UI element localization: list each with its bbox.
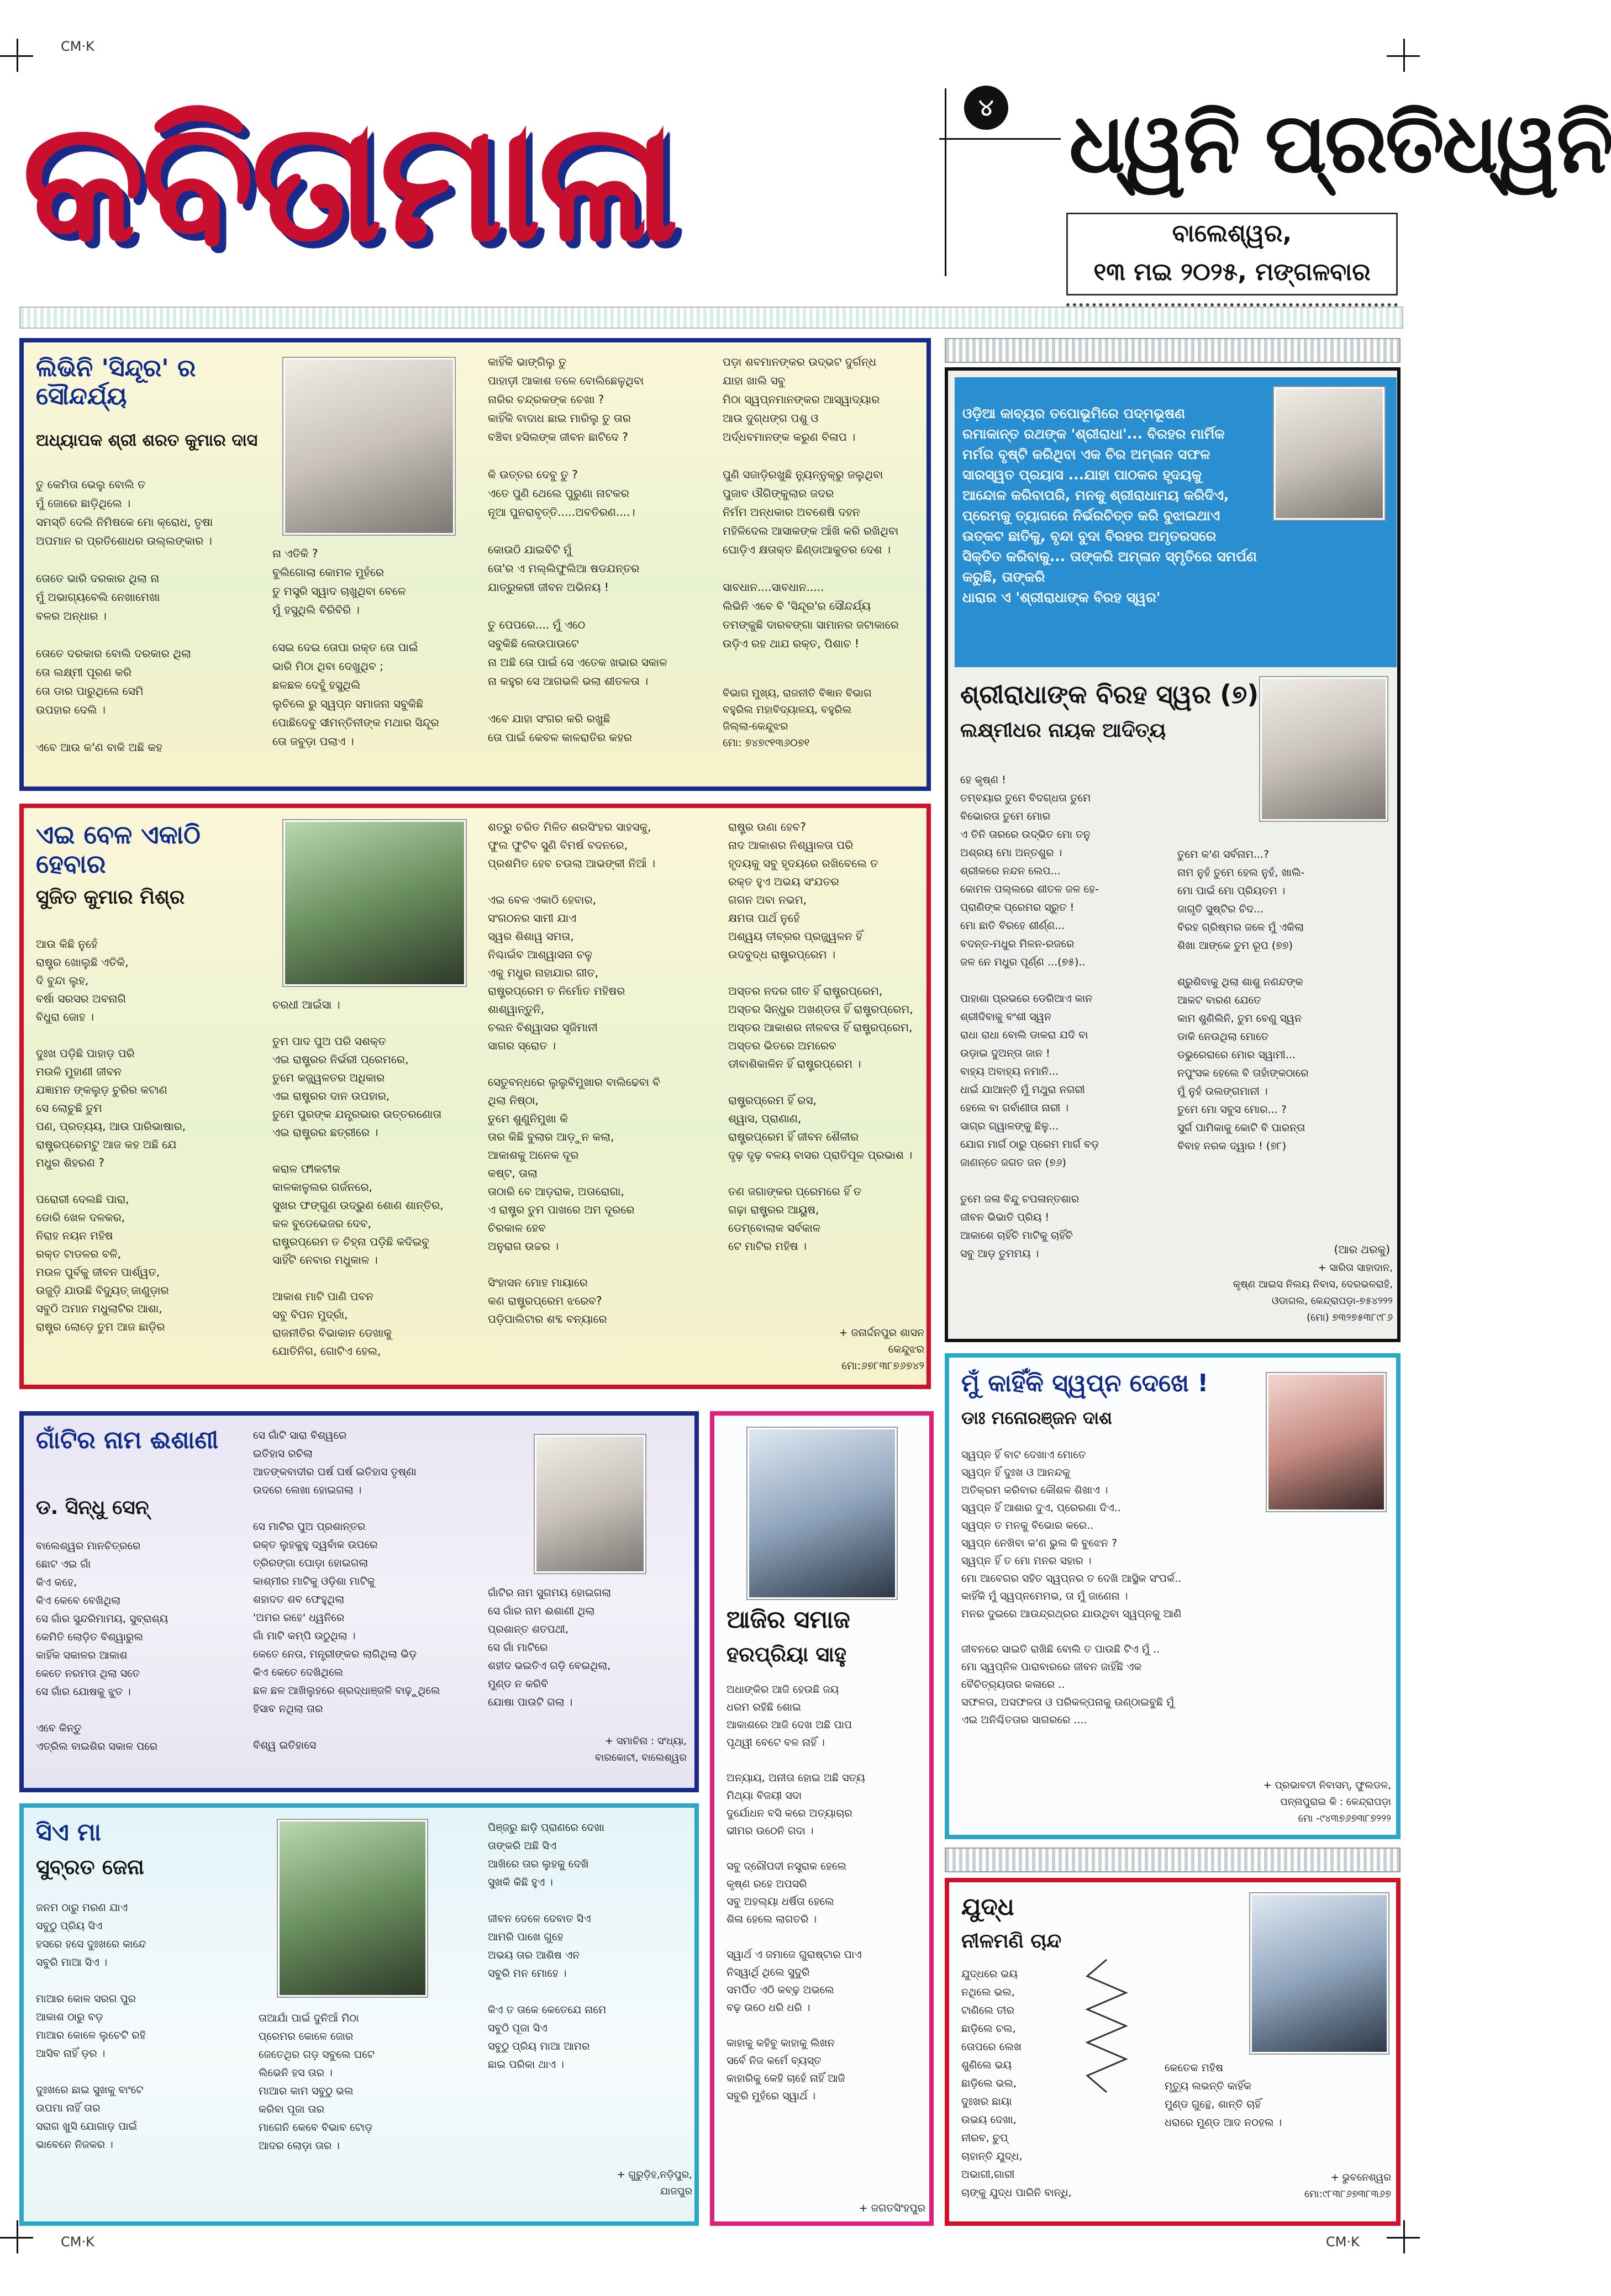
poem-panel-sindura [19, 338, 931, 791]
poem-panel-yuddha [945, 1878, 1401, 2226]
poem-column: ତୁମେ କ'ଣ ସର୍ବନାମ...? ନାମ ନୁହଁ ତୁମେ ହେଲ ନୁହଁ, ଖାଲି- ମୋ ପାଇଁ ମୋ ପ୍ରିୟତମ । ଜାଗୃତି ସୁଷ୍ଟିର ଚିଦ... ବିରହ ଗ୍ରିଷ୍ମର ଜଳେ ମୁଁ ଏକିଲା ଶିଖା ଆଙ୍କେ ତୁମ ରୂପ (୭୭) ଶ୍ରୁଶିବାକୁ ଥିଲା ଶାଶୁ ନଣନ୍ଦଙ୍କ ଆକଟ ବାରଣ ଯେତେ କାମ ଶୁଣିଲିନି, ତୁମ ବେଣୁ ସ୍ୱନ ଡାକି ନେଉଥିଲା ମୋତେ ଡଭୁରେରାରେ ମୋର ସ୍ୱାମୀ... ନପୁଂସକ ହେଲେ ବି ତାହାଁଙ୍କଠାରେ ମୁଁ ନୁହଁ ଉଲଙ୍ଗମାନୀ । ତୁମେ ମୋ ସବୁସ ମୋର... ? ସୁର୍ଗ ପାମିକାକୁ କୋଟି ବି ପାରନ୍ତା ବିବାହ ନରକ ଦ୍ୱାର ! (୭୮) [1177, 848, 1309, 1152]
author-photo [1250, 1893, 1388, 2054]
poem-column: ପିଞ୍ଜରୁ ଛାଡ଼ି ପ୍ରାଣରେ ଦେଖା ତାଙ୍କରି ଅଛି ସିଏ ଆଖିରେ ତାର ଲୁହକୁ ଦେଖି ସୁଖକି କିଛି ହୁଏ । ଜୀବନ ଦେଳେ ଦେବାତ ସିଏ ଆମରି ପାଖେ ଗୁହେ ଅଭୟ ତାର ଆଶିଷ ଏନ ସବୁରି ମନ ମୋହେ । କିଏ ତ ତାକେ କେତେଯେ ନାମେ ସବୁଠି ପୂଜା ସିଏ ସବୁଠୁ ପ୍ରିୟ ମାଆ ଆମର ଛାଇ ପରିକା ଥାଏ । [488, 1822, 607, 2071]
author-photo [1274, 387, 1384, 520]
poem-column: ହେ କୃଷ୍ଣ ! ତମ୍ବୟାର ତୁମେ ବିଦଗ୍ଧତା ତୁମେ ବିଭୋରତା ତୁମେ ମୋର ଏ ତିନି ତାରରେ ଉଦ୍ଭିତ ମୋ ତନୁ ଅଶ୍ରୟ ମୋ ଅନ୍ତଶୁର । ଶ୍ରୀକରେ ନନ୍ଦନ ଲେପ... କୋମଳ ପଲ୍ଲରେ ଶୀତଳ ଜଳ ହେ- ପ୍ରାଣିଙ୍କ ପ୍ରେମର ସ୍ରୁତ ! ମୋ ଛାତି ବିରହେ ଶୀର୍ଣ୍ଣ... ବଦନ୍ତ-ମଧୁର ମିଳନ-ରଜରେ ଜଳ ନେ ମଧୁର ପୂର୍ଣ୍ଣ ...(୭୫).. ପାହାଶା ପ୍ରଭରେ ଡେରିଆଏ କାନ ଶ୍ରୀଦିବାକୁ ବଂଶୀ ସ୍ୱନ ରାଧା ରାଧା ବୋଲି ଡାକରା ଯଦି ବା ଉଡ଼ାଇ ଦୁଅନ୍ତା ଜାନ ! ବାହ୍ୟ ଅବାହ୍ୟ ନମାନି... ଧାଇଁ ଯାଆନ୍ତି ମୁଁ ମଥୁରା ନଗରୀ ହେଲେ ବା ଗର୍ବାଣୀତା ନାରୀ । ସାଗ୍ର ଗ୍ୱାଳଙ୍କୁ ଛିଳୁ... ଯୋଗ ମାର୍ଗ ଠାରୁ ପ୍ରେମ ମାର୍ଗ ବଡ଼ ଜାଣନ୍ତେ ଜଗତ ଜନ (୭୬) ତୁମେ ଜଳା ବିନ୍ଦୁ ଚପଳାନ୍ତଶାର ଜୀବନ ଭିଭାତି ପ୍ରିୟ ! ଆକାଶେ ଚାହିଁଚି ମାଟିକୁ ଚାହିଁଚି ସବୁ ଆଡ଼ ତୁମମୟ । [960, 774, 1099, 1260]
dotted-rule [1066, 301, 1398, 307]
author-photo [1260, 677, 1387, 821]
poet-signature: + ଗୁରୁଡ଼ିହ,ନଡ଼ିପୁର, ଯାଜପୁର [617, 2169, 692, 2197]
poem-author: ଡ. ସିନ୍ଧୁ ସେନ୍ [36, 1496, 149, 1519]
poem-column: କେତେକ ମହିଷ ମୃତ୍ୟୁ ଲଭନ୍ତି କାହିଁକ ମୁଣ୍ଡ ଗୁନ୍ଥେ, ଶାନ୍ତି ଚାହିଁ ଧରାରେ ମୁଣ୍ଡ ଆଦ ନଠହଲ । [1165, 2062, 1282, 2129]
author-photo [535, 1435, 645, 1573]
poet-signature: ବିଭାଗ ମୁଖ୍ୟ, ରାଜନୀତି ବିଜ୍ଞାନ ବିଭାଗ ବହୁରିଲ ମହାବିଦ୍ୟାଳୟ, ବହୁରିଲ ଜିଲ୍ଲା-କେନ୍ଦୁଝର ମୋ: ୭୪୭୯୧୩୬୦୭୧ [723, 687, 872, 749]
poem-title: ଲିଭିନି 'ସିନ୍ଦୂର' ର ସୌନ୍ଦର୍ଯ୍ୟ [36, 354, 196, 410]
poet-signature: + ସାରିତା ସାହାଦାନ, କୃଷ୍ଣ ଆଇସ ନିଲୟ ନିବାସ, ଦେରଭଳରାହି, ଓଡାଗଲ, କେନ୍ଦ୍ରାପଡ଼ା-୭୫୪୨୨୨ (ମୋ) ୭୩୨୭୫୩୮୯୮୬ [1233, 1262, 1393, 1323]
column-divider-stripe [945, 338, 1401, 363]
masthead-rule [939, 138, 1061, 140]
author-photo [747, 1428, 897, 1599]
dateline-box [1066, 213, 1398, 295]
registration-mark-top: CM·K [61, 39, 94, 54]
poem-panel-svapna [945, 1353, 1401, 1839]
poem-panel-ekathi [19, 804, 931, 1389]
poem-title: ଗାଁଟିର ନାମ ଈଶାଣୀ [36, 1426, 219, 1454]
poem-column: ସ୍ୱପ୍ନ ହିଁ ବାଟ ଦେଖାଏ ମୋତେ ସ୍ୱପ୍ନ ହିଁ ଦୁଃଖ ଓ ଆନନ୍ଦକୁ ଅତିକ୍ରମ କରିବାର କୌଶଳ ଶିଖାଏ । ସ୍ୱପ୍ନ ହିଁ ଆଶାର ଦୁଏ, ପ୍ରେରଣା ଦିଏ.. ସ୍ୱପ୍ନ ତ ମନକୁ ବିଭୋର କରେ.. ସ୍ୱପ୍ନ ନେଖିବା କ'ଣ ଭୁଲ କି ବୁଝେନ ? ସ୍ୱପ୍ନ ହିଁ ତ ମୋ ମନର ସହାର । ମୋ ଆବେଗର ସହିତ ସ୍ୱପ୍ନର ତ ଦେଖି ଆସ୍ଥିକ ସଂପର୍କ.. କାହିଁକି ମୁଁ ସ୍ୱପ୍ନମେମଭ, ତା ମୁଁ ଜାଣେନା । ମନର ଦୁଇରେ ଆଉନ୍ଦ୍ରଥ୍ରର ଯାଉଥିବା ସ୍ୱପ୍ନକୁ ଆଣି ଜୀବନରେ ସାଇତି ରାଖିଛି ବୋଲି ତ ପାଉଛି ଟିଏ ମୁଁ .. ମୋ ସ୍ୱପ୍ନିଳ ପାରାବାରରେ ଜୀବନ ଜାହିଁଛି ଏକ ବୈଚିତ୍ର୍ୟତାର କଳାରେ .. ସଫଳତା, ଅସଫଳତା ଓ ପରିକଳ୍ପନାକୁ ଉଣ୍ଠାଇବୁଛି ମୁଁ ଏଇ ଅନିଶ୍ଚିତତାର ସାଗରରେ .... [961, 1449, 1182, 1726]
author-photo [283, 820, 466, 986]
crop-mark [17, 39, 18, 72]
poem-column: ସେ ଗାଁଟି ସାରା ବିଶ୍ୱରେ ଇତିହାସ ରଚିଲା ଆତଙ୍କବାଦୀର ଘର୍ଷ ଘର୍ଷ ଇତିହାସ ତୃଷ୍ଣା ଉଦରେ ଲେଖା ହୋଇଗଲା । ସେ ମାଟିର ପୁଅ ପ୍ରଶାନ୍ତର ରକ୍ତ ଲୁହକୁହୁ ଦ୍ୱବାଁକ ଉପରେ ତ୍ରିରଙ୍ଗା ଘୋଡ଼ା ହୋଇଗଲା କାଶ୍ମୀର ମାଟିକୁ ଓଡ଼ିଶା ମାଟିକୁ ଶହାଦତ ଶବ ଫେହୁଥିଲା 'ଅମର ରହେ' ଧ୍ୱନିରେ ଗାଁ ମାଟି କମ୍ପି ଉଠୁଥିଲା । କେତେ ନେତା, ମନ୍ତ୍ରୀଙ୍କର ଲାଗିଥିଲା ଭିଡ଼ କିଏ କେତେ ଦେଖିଥିଲେ ଛଳ ଛଳ ଆଖିଲୁହରେ ଶ୍ରଦ୍ଧାଞ୍ଜଳି ବାଢ଼ୁଥିଲେ ହିସାବ ନଥିଲା ତାର ବିଶ୍ୱ ଇତିହାସେ [253, 1429, 440, 1751]
poet-signature: + ସମାଚିନା : ସଂଧ୍ୟା, ବାରକୋଟୀ, ବାଲେଶ୍ୱର [595, 1735, 687, 1764]
poem-title: ଏଇ ବେଳ ଏକାଠି ହେବାର [36, 820, 201, 879]
page-number-badge: ୪ [964, 86, 1008, 130]
poem-author: ଅଧ୍ୟାପକ ଶ୍ରୀ ଶରତ କୁମାର ଦାସ [36, 431, 258, 450]
poem-column: ରାଷ୍ଟ୍ର ଉଣା ହେବ? ନାଦ ଆକାଶର ନିଶ୍ୱାଳତା ପରି ହୃଦୟକୁ ସବୁ ହୃଦୟରେ ରଖିବେଲେ ତ ରକ୍ତ ହୁଏ ଅଭୟ ସଂଯତର ଗଗନ ଅବା ନଭମ, କ୍ଷମତା ପାର୍ଥ ନୁହେଁ ଅଶ୍ୱୟ ତୀବ୍ରର ପ୍ରଜ୍ଜ୍ୱଳନ ହିଁ ଉଦବୁଦ୍ଧ ରାଷ୍ଟ୍ରପ୍ରେମ । ଅସ୍ତର ନଦର ଗୀତ ହିଁ ରାଷ୍ଟ୍ରପ୍ରେମ, ଅସ୍ତର ସିନ୍ଧୁର ଅଖଣ୍ଡତା ହିଁ ରାଷ୍ଟ୍ରପ୍ରେମ, ଅସ୍ତର ଆକାଶର ନୀଳବତା ହିଁ ରାଷ୍ଟ୍ରପ୍ରେମ, ଅସ୍ତର ଭିତରେ ଅମରେବ ଡୀବାଶିକାଳିନ ହିଁ ରାଷ୍ଟ୍ରପ୍ରେମ । ରାଷ୍ଟ୍ରପ୍ରେମ ହିଁ ରସ, ଶ୍ୱାସ, ପ୍ରାଣାଣ, ରାଷ୍ଟ୍ରପ୍ରେମ ହିଁ ଜୀବନ ଶୈଳୀର ଦୃଢ଼ ଦୃଢ଼ ବଳୟ ବାସର ପ୍ରାତିପୂଳ ପ୍ରଭାଶ । ତଣ ଜଗାଙ୍କର ପ୍ରେମରେ ହିଁ ତ ଗଢ଼ା ରାଷ୍ଟ୍ରର ଆୟୁଷ, ଡେମ୍ବୋଲାକ ସର୍ବକାଳ ଟେ ମାଟିର ମହିଷ । [728, 820, 913, 1253]
poem-panel-samaja [710, 1411, 934, 2226]
poem-author: ସୁଜିତ କୁମାର ମିଶ୍ର [36, 886, 185, 909]
poem-column: କାହିଁକି ଭାଙ୍ଗିଲୁ ତୁ ପାହାଡ଼ୀ ଆକାଶ ତଳେ ବୋଲିଛେଳୁଥିବା ନାରିର ଚନ୍ଦ୍ରକଙ୍କ ଚେଖା ? କାହିଁକି ବାଦାଧ ଛାଇ ମାରିଲୁ ତୁ ତାର ବଞ୍ଚିବା ହସିଲଙ୍କ ଜୀବନ ଛାଟିଦେ ? କି ଉତ୍ତର ଦେବୁ ତୁ ? ଏତେ ପୁଣି ଥେଲେ ପୁରୁଣା ନାଟକର ନୂଆ ପୁନରାବୃତ୍ତି.....ଅବତିରଣ....। କୋଉଠି ଯାଇବିଟି ମୁଁ ତୋ'ର ଏ ମଲ୍ଲିଫୁଲିଆ ଷଡଯନ୍ତର ଯାତ୍ରୁକରୀ ଜୀବନ ଅଭିନୟ ! ତୁ ପେପରେ.... ମୁଁ ଏଠେ ସବୁକିଛି ଲେଉପାଉଟେ ନା ଅଛି ତୋ ପାଇଁ ସେ ଏତେକ ଖଭାର ସକାଳ ନା କହୁର ସେ ଆଗଭଳି ଭଲା ଶୀତଳତା । ଏବେ ଯାହା ସଂଗର କରି ରଖୁଛି ତୋ ପାଇଁ କେବଳ କାଳରାତିର କହର [488, 355, 667, 744]
column-divider-stripe [945, 1848, 1401, 1872]
poem-column: ତୁ କେମିତା ଭେଲୁ ବୋଲି ତ ମୁଁ ଜୋରେ ଛାଡ଼ିଥିଲେ । ସମସ୍ତି ଦେଲି ନିମିଷକେ ମୋ କ୍ରୋଧ, ତୃଷା ଅପମାନ ର ପ୍ରତିଶୋଧର ଉଲ୍ଲଙ୍କାର । ତୋତେ ଭାରି ଦରକାର ଥିଲା ନା ମୁଁ ଅଭାଗ୍ୟବେଲି ନେଖାମେଖା ବଳର ଅନ୍ଧାର । ତୋତେ ଦରକାର ବୋଲି ଦରକାର ଥିଲା ତୋ ଲକ୍ଷ୍ମୀ ପୂରଣ କରି ତୋ ଡାର ପାରୁଥିଲେ ସେମି ଉପହାର ଦେଲି । ଏବେ ଆଉ କ'ଣ ବାକି ଅଛି କହ [36, 478, 213, 754]
poem-title: ସିଏ ମା [36, 1818, 101, 1846]
author-photo [283, 358, 455, 535]
poem-title: ଯୁଦ୍ଧ [961, 1893, 1014, 1921]
poem-column: ଯୁଦ୍ଧରେ ଭୟ ନଥିଲେ ଭଲ, ଟାଣିଲେ ତୀର ଛାଡ଼ିଲେ ଚଲ, ତୋପରେ ଲେଖ ଶୁଣିଲେ ଭୟ ଛାଡ଼ିଲେ ଭଲ, ଦୁଃଖର ଛାୟା ଉଭୟ ଦେଖା, ନୀରବ, ଚୁପ୍ ଚାହାନ୍ତି ଯୁଦ୍ଧ, ଅଭାଗୀ,ଗାରୀ ଚାଙ୍କୁ ଯୁଦ୍ଧ ପାରିନି ବାନ୍ଧି, [961, 1968, 1072, 2199]
poem-column: ନା ଏତିକି ? ବୁଲିଗୋଲା କୋମଳ ମୁହଁରେ ତୁ ମସ୍ତ୍ରି ସ୍ୱାଦ ଚାଖୁଥିବା ବେଳେ ମୁଁ ହସୁଥିଲି ବିରିବିରି । ସେଇ ଦେଇ ତୋପା ରକ୍ତ ତୋ ପାଇଁ ଭାରି ମିଠା ଥିବା ଦେଖୁଥିବ ; ଛଳଛଳ ଦେହୁଁ ହସୁଥିଲି ଲୁଚିଲେ ରୁ ସ୍ୱପ୍ନ ସମାଜନା ସବୁକିଛି ପୋଛିଦେବୁ ସୀମନ୍ତିନୀଙ୍କ ମଥାର ସିନ୍ଦୂର ତୋ ଜବୁଡ଼ା ପଲାଏ । [272, 547, 439, 748]
poem-author: ଡାଃ ମନୋରଞ୍ଜନ ଦାଶ [961, 1407, 1112, 1428]
poem-title: ମୁଁ କାହିଁକି ସ୍ୱପ୍ନ ଦେଖେ ! [961, 1369, 1209, 1397]
poem-column: ଅଧାଙ୍କିର ଆଜି ହେଉଛି ଜୟ ଧରମ ରହିଛି ଶୋଇ ଆକାଶରେ ଆଜି ଦେଖ ଅଛି ପାପ ପୃଥ୍ୱୀ ବେଟେ ବଳ ନାହିଁ । ଅନ୍ୟାୟ, ଅନୀତା ହୋଇ ଅଛି ସତ୍ୟ ମିଥ୍ୟା ବିଜୟୀ ସଦା ଦୁର୍ଯୋଧନ ବସି କରେ ଅତ୍ୟାଚାର ଭୀମର ଉଠେନି ଗଦା । ସବୁ ଦ୍ରୌପଦୀ ନସ୍ତ୍ରାକ ହେଲେ କୃଷ୍ଣ ରହେ ଅପସରି ସବୁ ଅହଲ୍ୟା ଧର୍ଷିତା ହେଲେ ଶିଳା ହେଲେ ଲାଗତରି । ସ୍ୱାର୍ଥ ଏ ଜମାଜେ ଗୁରାଷ୍ଟାର ପାଏ ନିସ୍ୱାର୍ଥି ଥିଲେ ସୁଦୁରି ସମର୍ପିତ ଏଠି କବ୍ଢ଼ ଅଭଲେ ବଢ଼ ଉଠେ ଧରି ଧରି । କାହାକୁ କହିବୁ କାହାକୁ ଲିଖନ ସର୍ବେ ନିଜ କର୍ମେ ବ୍ୟସ୍ତ କାହାରିକୁ କେହି ଚାହେଁ ନାହିଁ ଆଜି ସବୁରି ମୁହଁରେ ସ୍ୱାର୍ଥ । [726, 1683, 865, 2102]
crop-mark [1403, 39, 1405, 72]
poem-panel-viraha [945, 367, 1401, 1342]
poem-title: ଆଜିର ସମାଜ [726, 1606, 850, 1634]
poet-signature: + ଜନାର୍ଦ୍ଦନପୁର ଶାସନ କେନ୍ଦୁଝର ମୋ:୬୭୮୩୮୭୬୭୪୨ [839, 1327, 924, 1372]
poem-column: ପଡ଼ା ଶବମାନଙ୍କର ଉଦ୍ଭଟ ଦୁର୍ଗନ୍ଧ ଯାହା ଖାଲି ସବୁ ମିଠା ସ୍ୱପ୍ନମାନଙ୍କର ଆସ୍ୱାଦ୍ୟାର ଆଉ ଦୁଗ୍ଧଙ୍ଗ ପଶୁ ଓ ଅର୍ଦ୍ଧବମାନଙ୍କ କରୁଣ ବିଳାପ । ପୁଣି ସଜାଡ଼ିରଖୁଛି ନ୍ୟୁନ୍ନୁକ୍ରୁ ଜଲୁଥିବା ପୁଜାବ ଔଗିଙ୍କୁଲାର ଜଦର ନିର୍ମମ ଅନ୍ଧକାର ଅବଶେଷି ଦହନ ମହିଳିଦେଲ ଆସାକଙ୍କ ଆଁଖି କରି ରଖିଥିବା ଘୋଡ଼ିଏ କ୍ଷତାକ୍ତ ଛିଣ୍ଡାଆକୁତର ଦେଶ । ସାବଧାନ....ସାବଧାନ..... ଲିଭିନି ଏବେ ବି 'ସିନ୍ଦୂର'ର ସୌନ୍ଦର୍ଯ୍ୟ ତମଙ୍କୁଛି ଦାରବଙ୍ଗା ସାମାନର ଜଟାକାରେ ଉଡ଼ିଏ ରହ ଥାଯ ରକ୍ତ, ପିଶାଚ ! [723, 355, 899, 650]
poem-column: ଆଉ କିଛି ନୁହେଁ ରାଷ୍ଟ୍ର ଖୋଲୁଛି ଏତିକି, ଦି ବୁନ୍ଦା ଲୁହ, ବର୍ଷା ସରସର ଅବନାଗି ବିଧୁରା ଜୋହ । ଦୁଃଖ ପଡ଼ିଛି ପାହାଡ଼ ପରି ମଉଳି ମୁହାଣୀ ଜୀବନ ଯଜ୍ଞାମନ ଙ୍କଲୁଡ଼ ଚୁରିର କଟାଣ ସେ ଲୋଚୁଛି ତୁମ ପଣ, ପ୍ରତ୍ୟୟ, ଆଉ ପାରିଭାଷାର, ରାଷ୍ଟ୍ରପ୍ରେମଟୁ ଆଜ କହ ଅଛି ଯେ ମଧୁର ଶିହରଣ ? ପରୋରୀ ଦେଲଛି ପାରା, ଡୋରି ଖେଳ ଦଳକର, ନିରାହ ନୟନ ମହିଷ ରକ୍ତ ଟାଡଳର ବଳି, ମଉଳ ପୁର୍ବକୁ ଜୀବନ ପାର୍ଶ୍ୱତ, ଉଜୁଡ଼ି ଯାଉଛି ବିଦ୍ୟୁତ୍ ଜାଣୁଡ଼ାର ସବୁଠି ଅମାନ ମଧୁଲାଟିର ଆଶା, ରାଷ୍ଟ୍ର ଲୋଡ଼େ ତୁମ ଆଜ ଛାଡ଼ିର [36, 937, 186, 1333]
header-stripe-divider [19, 307, 1403, 329]
poem-column: ତାଆଯାଁ ପାଇଁ ଦୁନିଆଁ ମିଠା ପ୍ରେମର କୋଳେ ଜୋର ଜେତେଥିର ଗଡ଼ ସବୁଲେ ଘଟେ ଲିଭେନି ହସ ତାର । ମାଆର କାମ ସବୁଠୁ ଭଲ କରିବା ପୂଜା ତାର ମାଗେନି କେବେ ବିଭାବ ଟୋଡ଼ ଆଦର ଲୋଡ଼ା ତାର । [259, 2012, 375, 2152]
poem-author: ନୀଳମଣି ଚାନ୍ଦ [961, 1930, 1062, 1952]
poet-signature: + ଜଗତସିଂହପୁର [859, 2202, 925, 2214]
author-photo [278, 1820, 427, 1997]
poem-column: ଜନମ ଠାରୁ ମରଣ ଯାଏ ସବୁଠୁ ପ୍ରିୟ ସିଏ ହସରେ ହସେ ଦୁଃଖରେ କାନ୍ଦେ ସବୁରି ମାଆ ସିଏ । ମାଆର କୋଳ ସରଗ ପୁର ଆକାଶ ଠାରୁ ବଡ଼ ମାଆର କୋଳେ ଲୁଚେଟି ରହି ଆସିବ ନାହିଁ ଡ଼ର । ଦୁଃଖରେ ଛାଇ ସୁଖକୁ ବାଂଟେ ଉପମା ନାହିଁ ତାର ସରାଗ ଖୁସି ଯୋଗାଡ଼ ପାଇଁ ଭାବେନେ ନିଜକର । [36, 1902, 146, 2151]
poem-column: ବାଲେଶ୍ୱର ମାନଚିତ୍ରରେ ଛୋଟ ଏଇ ଗାଁ କିଏ କହେ, କିଏ କେବେ ବେଖିଥିଲା ସେ ଗାଁର ସୁନ୍ଦରିମାମୟ, ସୁବ୍ରାଶ୍ୟ କେମିତି ଲୋଡ଼ିତ ବିଶ୍ୱାରୁଲ କାହିଁକ ସକାଳର ଆକାଶ କେତେ ନରମତା ଥିଲା ସତେ ସେ ଗାଁର ଯୋଷକୁ ଝୁତ । ଏବେ କିନ୍ତୁ ଏତ୍ରିଲ ବାଇଶିର ସକାଳ ପରେ [36, 1540, 169, 1753]
newspaper-logo: ଧ୍ୱନି ପ୍ରତିଧ୍ୱନି [1069, 96, 1611, 192]
dateline-date: ୧୩ ମଇ ୨୦୨୫, ମଙ୍ଗଳବାର [1093, 258, 1371, 286]
intro-text: ଓଡ଼ିଆ କାବ୍ୟର ତପୋଭୂମିରେ ପଦ୍ମଭୂଷଣ ରମାକାନ୍ତ ରଥଙ୍କ 'ଶ୍ରୀରାଧା'... ବିରହର ମାର୍ମିକ ମର୍ମର ବୃଷ୍ଟି କରିଥିବା ଏକ ଚିର ଅମ୍ଳାନ ସଫଳ ସାରସ୍ୱତ ପ୍ରୟାସ ...ଯାହା ପାଠକର ହୃଦୟକୁ ଆନ୍ଦୋଳ କରିବାପରି, ମନକୁ ଶ୍ରୀରାଧାମୟ କରିଦିଏ, ପ୍ରେମକୁ ତ୍ୟାଗରେ ନିର୍ଭରଚିତ୍ତ କରି ବୁଝାଇଥାଏ ଉତ୍କଟ ଛାତିକୁ, ବୃନ୍ଦା ବୁଦା ବିରହର ଅମୃତରସରେ ସିକ୍ତିତ କରିବାକୁ... ତାଙ୍କରି ଅମ୍ଳାନ ସ୍ମୃତିରେ ସମର୍ପଣ କରୁଛି, ତାଙ୍କରି ଧାରାର ଏ 'ଶ୍ରୀରାଧାଙ୍କ ବିରହ ସ୍ୱର' [962, 405, 1257, 605]
continued-note: (ଆର ଥରକୁ) [1334, 1243, 1390, 1256]
poet-signature: + ପ୍ରଭାବତୀ ନିବାସମ୍, ଫୁଲଡଳ, ପନ୍ନାପୁରାଇ କି : କେନ୍ଦ୍ରାପଡ଼ା ମୋ -୯୪୩୭୬୭୩୮୭୨୨୨ [1263, 1780, 1391, 1824]
masthead-rule [945, 88, 946, 276]
poem-author: ଲକ୍ଷ୍ମୀଧର ନାୟକ ଆଦିତ୍ୟ [960, 719, 1166, 742]
poem-panel-ganthi [19, 1411, 699, 1792]
crop-mark [17, 2220, 18, 2253]
poem-column: ଶତ୍ରୁ ଚରିତ ମିଳିତ ଶରସିଂହର ସାହସକୁ, ଫୁଲ ଫୁଟିବ ସୁଣି ବିମର୍ଷ ବଦନରେ, ପ୍ରଶମିତ ହେବ ଚଉଲା ଆଭଙ୍କୀ ନିଆଁ । ଏଇ ବେଳ ଏକାଠି ହେବାର, ସଂଗଠନର ସାମୀ ଯାଏ ସ୍ୱର ଶିଶାୱ ସମତା, ନିଶ୍ଚାଇଁବ ଆଶ୍ୱାସନା ଚଳୁ ଏକୁ ମଧୁର ନାହାଯାର ଗୀତ, ରାଷ୍ଟ୍ରପ୍ରେମ ତ ନିର୍ମୋତ ମହିଷର ଶାଶ୍ୱାନ୍ତୁନି, ଚଲନ ବିଶ୍ୱାସର ସୃଜିମାନୀ ସାଗର ସ୍ରୋତ । ସେତୁବନ୍ଧରେ ଲୁଲୁବିମୁଖାର ବାଲିଢେବା ବି ଥିଲା ନିଷ୍ଠା, ତୁମେ ଶୁଣୁନିମୁଖା କି ତାର କିଛି ବୁଲାର ଆଡ଼ୁନ କଲା, ଆକାଶକୁ ଅନେକ ଦୂର କଷ୍ଟ, ତାଲା ତାଠାରି ବେ ଆଡ଼ରାକ, ଅତାରୋଗା, ଏ ରାଷ୍ଟ୍ର ତୁମ ପାଖରେ ଅମ ଦୂରରେ ଚିରକାଳ ହେବ ଅନୁରାଗ ଉଚ୍ଚର । ସିଂହାସନ ମୋହ ମାୟାରେ କଣ ରାଷ୍ଟ୍ରପ୍ରେମ ଝରେବ? ପଡ଼ିପାଲିଟାର ଶବ୍ଦ ବନ୍ୟାରେ [488, 820, 660, 1326]
registration-mark-bottom: CM·K [61, 2234, 94, 2250]
poet-signature: + ଭୁବନେଶ୍ୱର ମୋ:୯୮୩୮୬୭୩୮୩୬୭ [1304, 2172, 1391, 2200]
poem-title: ଶ୍ରୀରାଧାଙ୍କ ବିରହ ସ୍ୱର (୭) [960, 679, 1259, 709]
section-title: କବିତାମାଳା [22, 86, 676, 278]
poem-column: ଗାଁଟିର ନାମ ସୁଗମୟ ହୋଇଗଲା ସେ ଗାଁର ନାମ ଈଶାଣୀ ଥିଲା ପ୍ରଶାନ୍ତ ଶତପଥୀ, ସେ ଗାଁ ମାଟିରେ ଶହୀଦ ଭଇତିଏ ଗଡ଼ି ବେଇଥିଲା, ମୁଣ୍ଡ ନ କରିବି ଯୋଷା ପାଉଟି ଗଲା । [488, 1587, 612, 1708]
poem-column: ଚରଧୀ ଆଇଁସା । ତୁମ ପାଦ ପୁଅ ପରି ସଶକ୍ତ ଏଇ ରାଷ୍ଟ୍ରର ନିର୍ଭରୀ ପ୍ରେମରେ, ତୁମେ କଜ୍ଜ୍ୱଳତର ଅଧିକାର ଏଇ ରାଷ୍ଟ୍ରର ଦାନ ଉପହାର, ତୁମେ ପୁରଙ୍କ ଯନ୍ତ୍ରଭାର ଉତ୍ତରଣୋତା ଏଇ ରାଷ୍ଟ୍ରର ଛତ୍ରୀରେ । କରାଳ ଫୀକଟୀକ କାଳକାଳୁଲର ଗର୍ଜନରେ, ସୁଖର ଫଙ୍ଗୁଣ ଉଦ୍ଭୁଣ ଶୋଣ ଶାନ୍ତିର, କଳ ବୁଡେଭେଜର ଦେବ, ରାଷ୍ଟ୍ରପ୍ରେମ ତ ଚିହ୍ନା ପଡ଼ିଛି କଦିଇବୁ ସାହିଁଟି ନେବାର ମଧୁକାଳ । ଆକାଶ ମାଟି ପାଣି ପବନ ସବୁ ବିପନ ମୁଦ୍ରାଁ, ରାଜନୀତିର ବିଭାକାନ ଡେଖାକୁ ଯୋତିନିଗ, ଗୋଟିଏ ହେଲ, [272, 998, 444, 1358]
dateline-city: ବାଲେଶ୍ୱର, [1172, 219, 1292, 247]
crop-mark [1403, 2220, 1405, 2253]
poem-author: ହରପ୍ରିୟା ସାହୁ [726, 1642, 847, 1666]
poem-panel-sie-maa [19, 1803, 699, 2226]
registration-mark-bottom-right: CM·K [1326, 2234, 1360, 2250]
poem-author: ସୁବ୍ରତ ଜେନା [36, 1855, 144, 1879]
